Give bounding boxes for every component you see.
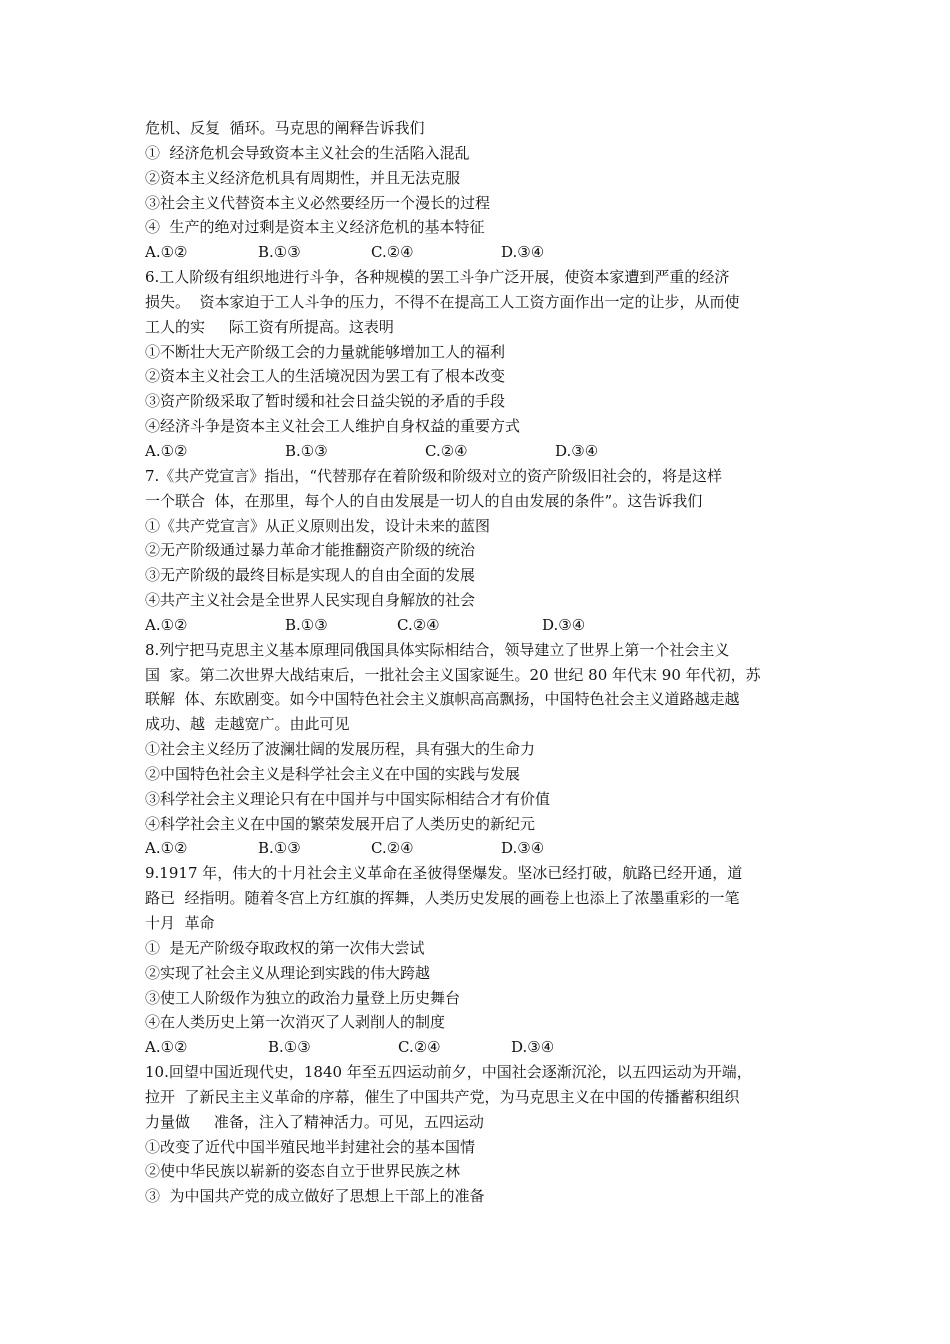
- option-b: B.①③: [258, 839, 301, 858]
- question-8-statement-2: ②中国特色社会主义是科学社会主义在中国的实践与发展: [145, 764, 521, 783]
- question-8-stem-line-3: 联解 体、东欧剧变。如今中国特色社会主义旗帜高高飘扬，中国特色社会主义道路越走越: [145, 690, 740, 709]
- question-8-statement-1: ①社会主义经历了波澜壮阔的发展历程，具有强大的生命力: [145, 740, 536, 759]
- question-9: [145, 861, 815, 1060]
- option-a: A.①②: [145, 243, 188, 262]
- question-7: [145, 464, 815, 638]
- question-6-stem-line-1: 6.工人阶级有组织地进行斗争，各种规模的罢工斗争广泛开展，使资本家遭到严重的经济: [145, 268, 730, 287]
- question-8-stem-line-4: 成功、越 走越宽广。由此可见: [145, 715, 350, 734]
- question-7-options: [145, 613, 815, 638]
- question-6-options: [145, 439, 815, 464]
- question-8-stem-line-2: 国 家。第二次世界大战结束后，一批社会主义国家诞生。20 世纪 80 年代末 90 年代初，苏: [145, 665, 761, 684]
- question-7-stem-line-1: 7.《共产党宣言》指出，“代替那存在着阶级和阶级对立的资产阶级旧社会的，将是这样: [145, 466, 722, 485]
- question-5-stem: 危机、反复 循环。马克思的阐释告诉我们: [145, 119, 425, 137]
- option-c: C.②④: [397, 615, 440, 634]
- option-b: B.①③: [268, 1038, 311, 1057]
- question-10-statement-1: ①改变了近代中国半殖民地半封建社会的基本国情: [145, 1137, 476, 1156]
- question-7-statement-4: ④共产主义社会是全世界人民实现自身解放的社会: [145, 591, 476, 610]
- question-10-stem-line-2: 拉开 了新民主主义革命的序幕，催生了中国共产党，为马克思主义在中国的传播蓄积组织: [145, 1087, 740, 1106]
- question-9-statement-4: ④在人类历史上第一次消灭了人剥削人的制度: [145, 1013, 446, 1032]
- question-10-stem-line-1: 10.回望中国近现代史，1840 年至五四运动前夕，中国社会逐渐沉沦，以五四运动为开端，: [145, 1063, 752, 1082]
- question-10-stem-line-3: 力量做 准备，注入了精神活力。可见，五四运动: [145, 1112, 484, 1131]
- question-6-statement-2: ②资本主义社会工人的生活境况因为罢工有了根本改变: [145, 367, 506, 386]
- question-6-stem-line-2: 损失。 资本家迫于工人斗争的压力，不得不在提高工人工资方面作出一定的让步，从而使: [145, 292, 740, 311]
- exam-content: [145, 116, 815, 1209]
- question-9-stem-line-2: 路已 经指明。随着冬宫上方红旗的挥舞，人类历史发展的画卷上也添上了浓墨重彩的一笔: [145, 889, 740, 908]
- question-8-stem-line-1: 8.列宁把马克思主义基本原理同俄国具体实际相结合，领导建立了世界上第一个社会主义: [145, 640, 730, 659]
- option-d: D.③④: [555, 441, 599, 460]
- question-6-statement-4: ④经济斗争是资本主义社会工人维护自身权益的重要方式: [145, 417, 521, 436]
- question-5: [145, 116, 815, 265]
- option-a: A.①②: [145, 839, 188, 858]
- question-7-stem-line-2: 一个联合 体，在那里，每个人的自由发展是一切人的自由发展的条件”。这告诉我们: [145, 491, 703, 510]
- option-c: C.②④: [371, 839, 414, 858]
- question-5-statement-4: ④ 生产的绝对过剩是资本主义经济危机的基本特征: [145, 218, 485, 237]
- option-b: B.①③: [285, 441, 328, 460]
- option-c: C.②④: [371, 243, 414, 262]
- question-7-statement-2: ②无产阶级通过暴力革命才能推翻资产阶级的统治: [145, 541, 476, 560]
- question-8: [145, 638, 815, 862]
- option-d: D.③④: [501, 243, 545, 262]
- question-9-options: [145, 1035, 815, 1060]
- question-10-statement-2: ②使中华民族以崭新的姿态自立于世界民族之林: [145, 1162, 461, 1181]
- question-9-stem-line-3: 十月 革命: [145, 914, 215, 932]
- question-5-statement-3: ③社会主义代替资本主义必然要经历一个漫长的过程: [145, 193, 491, 212]
- question-5-statement-2: ②资本主义经济危机具有周期性，并且无法克服: [145, 168, 461, 187]
- option-d: D.③④: [501, 839, 545, 858]
- question-6-statement-3: ③资产阶级采取了暂时缓和社会日益尖锐的矛盾的手段: [145, 392, 506, 411]
- option-d: D.③④: [511, 1038, 555, 1057]
- question-9-statement-1: ① 是无产阶级夺取政权的第一次伟大尝试: [145, 938, 425, 957]
- question-6: [145, 265, 815, 464]
- question-10: [145, 1060, 815, 1209]
- question-8-statement-4: ④科学社会主义在中国的繁荣发展开启了人类历史的新纪元: [145, 814, 536, 833]
- question-10-statement-3: ③ 为中国共产党的成立做好了思想上干部上的准备: [145, 1187, 485, 1206]
- question-5-statement-1: ① 经济危机会导致资本主义社会的生活陷入混乱: [145, 143, 470, 162]
- question-9-stem-line-1: 9.1917 年，伟大的十月社会主义革命在圣彼得堡爆发。坚冰已经打破，航路已经开通，道: [145, 864, 743, 883]
- question-8-statement-3: ③科学社会主义理论只有在中国并与中国实际相结合才有价值: [145, 789, 551, 808]
- option-a: A.①②: [145, 1038, 188, 1057]
- question-8-options: [145, 836, 815, 861]
- option-b: B.①③: [285, 615, 328, 634]
- option-c: C.②④: [425, 441, 468, 460]
- option-a: A.①②: [145, 615, 188, 634]
- question-5-options: [145, 240, 815, 265]
- option-a: A.①②: [145, 441, 188, 460]
- question-9-statement-2: ②实现了社会主义从理论到实践的伟大跨越: [145, 963, 431, 982]
- option-b: B.①③: [258, 243, 301, 262]
- question-6-stem-line-3: 工人的实 际工资有所提高。这表明: [145, 317, 394, 336]
- option-c: C.②④: [398, 1038, 441, 1057]
- question-9-statement-3: ③使工人阶级作为独立的政治力量登上历史舞台: [145, 988, 461, 1007]
- question-7-statement-3: ③无产阶级的最终目标是实现人的自由全面的发展: [145, 566, 476, 585]
- option-d: D.③④: [542, 615, 586, 634]
- question-7-statement-1: ①《共产党宣言》从正义原则出发，设计未来的蓝图: [145, 516, 491, 535]
- question-6-statement-1: ①不断壮大无产阶级工会的力量就能够增加工人的福利: [145, 342, 506, 361]
